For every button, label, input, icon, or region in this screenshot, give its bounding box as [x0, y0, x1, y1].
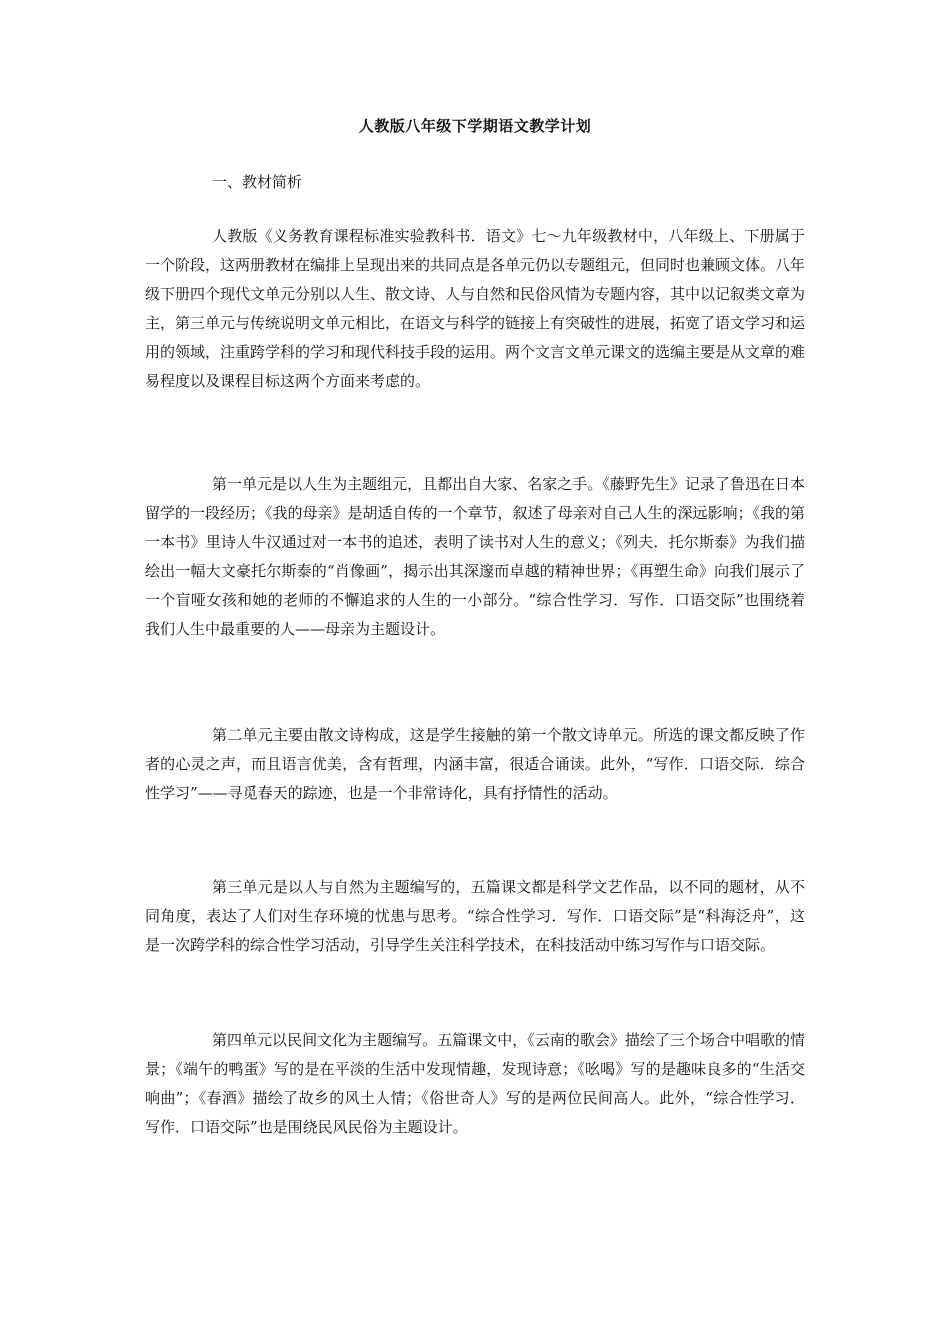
paragraph-unit-three: 第三单元是以人与自然为主题编写的，五篇课文都是科学文艺作品，以不同的题材，从不同角度，表达了人们对生存环境的忧患与思考。“综合性学习．写作．口语交际”是“科海泛舟”，这是一次跨学科的综合性学习活动，引导学生关注科学技术，在科技活动中练习写作与口语交际。 — [145, 878, 805, 954]
section-heading: 一、教材简析 — [212, 173, 303, 191]
document-title: 人教版八年级下学期语文教学计划 — [358, 117, 592, 135]
paragraph-unit-four: 第四单元以民间文化为主题编写。五篇课文中，《云南的歌会》描绘了三个场合中唱歌的情景；《端午的鸭蛋》写的是在平淡的生活中发现情趣，发现诗意；《吆喝》写的是趣味良多的“生活交响曲”；《春酒》描绘了故乡的风土人情；《俗世奇人》写的是两位民间高人。此外，“综合性学习．写作．口语交际”也是围绕民风民俗为主题设计。 — [145, 1031, 805, 1136]
paragraph-textbook-overview: 人教版《义务教育课程标准实验教科书．语文》七～九年级教材中，八年级上、下册属于一个阶段，这两册教材在编排上呈现出来的共同点是各单元仍以专题组元，但同时也兼顾文体。八年级下册四个现代文单元分别以人生、散文诗、人与自然和民俗风情为专题内容，其中以记叙类文章为主，第三单元与传统说明文单元相比，在语文与科学的链接上有突破性的进展，拓宽了语文学习和运用的领域，注重跨学科的学习和现代科技手段的运用。两个文言文单元课文的选编主要是从文章的难易程度以及课程目标这两个方面来考虑的。 — [145, 227, 806, 390]
paragraph-unit-one: 第一单元是以人生为主题组元，且都出自大家、名家之手。《藤野先生》记录了鲁迅在日本留学的一段经历；《我的母亲》是胡适自传的一个章节，叙述了母亲对自己人生的深远影响；《我的第一本书》里诗人牛汉通过对一本书的追述，表明了读书对人生的意义；《列夫．托尔斯泰》为我们描绘出一幅大文豪托尔斯泰的“肖像画”，揭示出其深邃而卓越的精神世界；《再塑生命》向我们展示了一个盲哑女孩和她的老师的不懈追求的人生的一小部分。“综合性学习．写作．口语交际”也围绕着我们人生中最重要的人——母亲为主题设计。 — [145, 475, 806, 638]
paragraph-unit-two: 第二单元主要由散文诗构成，这是学生接触的第一个散文诗单元。所选的课文都反映了作者的心灵之声，而且语言优美，含有哲理，内涵丰富，很适合诵读。此外，“写作．口语交际．综合性学习”——寻觅春天的踪迹，也是一个非常诗化，具有抒情性的活动。 — [145, 726, 805, 802]
